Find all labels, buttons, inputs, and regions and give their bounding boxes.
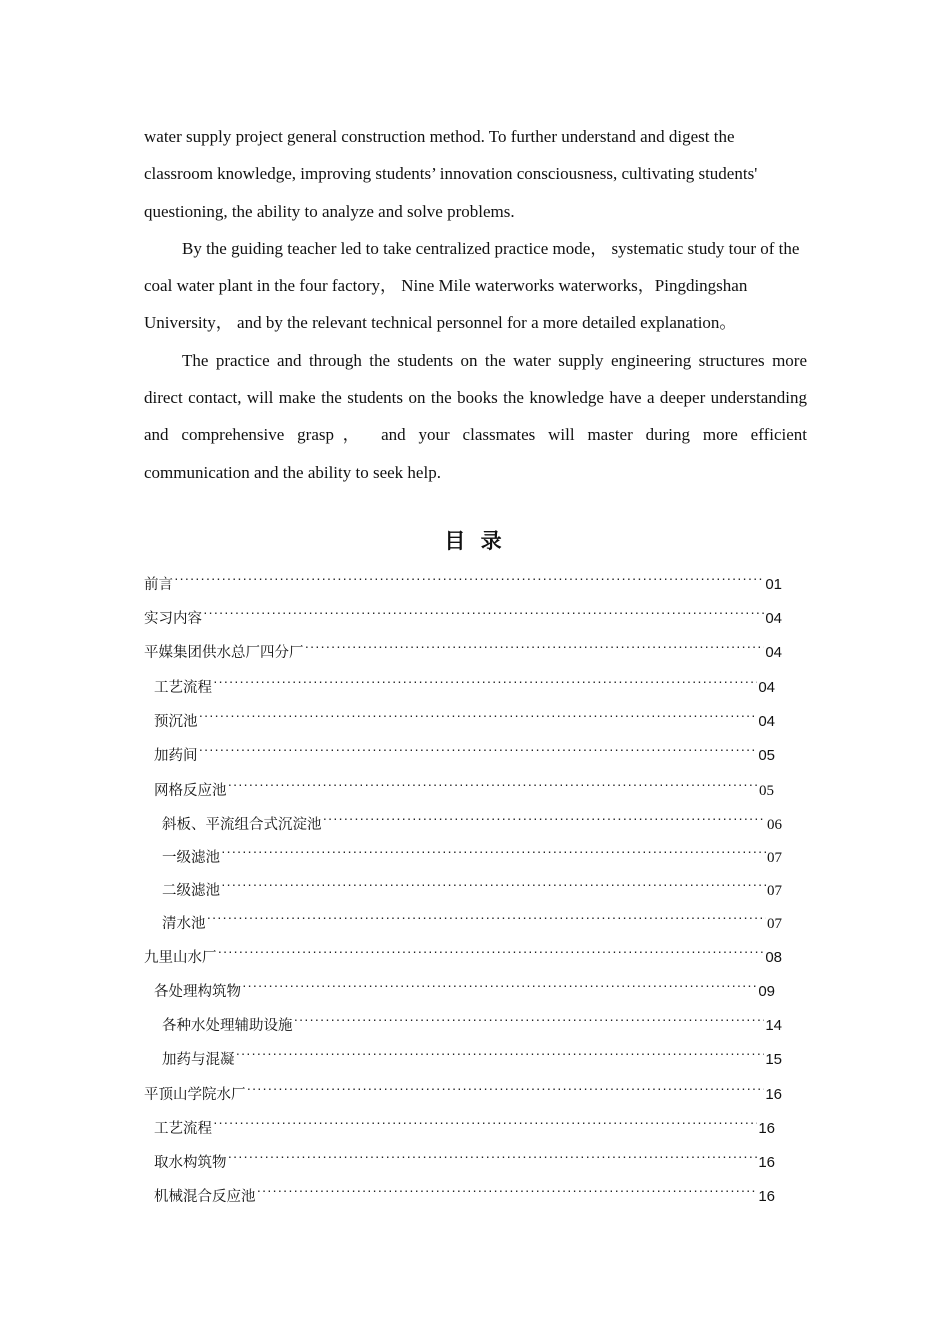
toc-leader-dots bbox=[203, 601, 764, 623]
toc-leader-dots bbox=[207, 906, 767, 928]
toc-leader-dots bbox=[221, 840, 766, 862]
toc-entry-page: 07 bbox=[767, 916, 782, 932]
toc-entry-label: 机械混合反应池 bbox=[154, 1189, 256, 1205]
toc-entry-label: 各处理构筑物 bbox=[154, 984, 241, 1000]
toc-entry-page: 16 bbox=[758, 1120, 775, 1137]
toc-leader-dots bbox=[228, 773, 759, 795]
toc-leader-dots bbox=[242, 974, 757, 996]
toc-entry-page: 16 bbox=[765, 1086, 782, 1103]
toc-entry-label: 平顶山学院水厂 bbox=[144, 1087, 246, 1103]
toc-leader-dots bbox=[213, 1111, 757, 1133]
toc-entry[interactable] bbox=[162, 906, 782, 932]
toc-entry-label: 工艺流程 bbox=[154, 1121, 212, 1137]
toc-entry-label: 预沉池 bbox=[154, 714, 198, 730]
toc-leader-dots bbox=[218, 940, 765, 962]
toc-entry[interactable] bbox=[162, 873, 782, 899]
toc-entry-label: 各种水处理辅助设施 bbox=[162, 1018, 293, 1034]
toc-entry-label: 网格反应池 bbox=[154, 783, 227, 799]
toc-entry[interactable] bbox=[144, 635, 782, 661]
toc-entry-label: 一级滤池 bbox=[162, 850, 220, 866]
toc-entry-page: 05 bbox=[758, 747, 775, 764]
toc-entry-label: 工艺流程 bbox=[154, 680, 212, 696]
toc-entry-page: 16 bbox=[758, 1154, 775, 1171]
toc-entry[interactable] bbox=[144, 601, 782, 627]
toc-entry-label: 清水池 bbox=[162, 916, 206, 932]
toc-entry-page: 07 bbox=[767, 883, 782, 899]
toc-leader-dots bbox=[199, 704, 758, 726]
paragraph-2: By the guiding teacher led to take centralized practice mode， systematic study tour of the coal water plant in the four factory， Nine Mile waterworks waterworks，Pingdingshan University， and by the relevant technical personnel for a more detailed explanation。 bbox=[144, 238, 800, 333]
toc-entry-page: 16 bbox=[758, 1188, 775, 1205]
toc-leader-dots bbox=[257, 1179, 758, 1201]
toc-entry-page: 08 bbox=[765, 949, 782, 966]
toc-entry-page: 06 bbox=[767, 817, 782, 833]
toc-entry-label: 加药与混凝 bbox=[162, 1052, 235, 1068]
toc-entry-label: 前言 bbox=[144, 577, 173, 593]
toc-entry[interactable] bbox=[154, 670, 775, 696]
toc-leader-dots bbox=[221, 873, 766, 895]
toc-leader-dots bbox=[305, 635, 765, 657]
toc-entry-page: 09 bbox=[758, 983, 775, 1000]
toc-leader-dots bbox=[323, 807, 767, 829]
toc-leader-dots bbox=[294, 1008, 765, 1030]
toc-entry-page: 04 bbox=[758, 713, 775, 730]
toc-entry-label: 九里山水厂 bbox=[144, 950, 217, 966]
toc-entry[interactable] bbox=[154, 1111, 775, 1137]
toc-entry[interactable] bbox=[144, 567, 782, 593]
toc-entry-label: 二级滤池 bbox=[162, 883, 220, 899]
toc-entry[interactable] bbox=[144, 940, 782, 966]
toc-entry-label: 加药间 bbox=[154, 748, 198, 764]
toc-entry[interactable] bbox=[162, 1008, 782, 1034]
toc-entry-page: 07 bbox=[767, 850, 782, 866]
toc-entry[interactable] bbox=[154, 704, 775, 730]
toc-entry-page: 15 bbox=[765, 1051, 782, 1068]
toc-entry[interactable] bbox=[162, 807, 782, 833]
toc-entry[interactable] bbox=[162, 1042, 782, 1068]
toc-entry[interactable] bbox=[154, 1179, 775, 1205]
toc-entry-page: 04 bbox=[765, 644, 782, 661]
toc-leader-dots bbox=[247, 1077, 765, 1099]
toc-entry-page: 04 bbox=[765, 610, 782, 627]
toc-leader-dots bbox=[228, 1145, 758, 1167]
toc-entry-page: 01 bbox=[765, 576, 782, 593]
toc-entry-label: 斜板、平流组合式沉淀池 bbox=[162, 817, 322, 833]
toc-leader-dots bbox=[236, 1042, 765, 1064]
paragraph-1: water supply project general construction method. To further understand and digest the classroom knowledge, improving students’ innovation consciousness, cultivating students' questioning, the ability to analyze and solve problems. bbox=[144, 127, 758, 221]
toc-entry[interactable] bbox=[154, 738, 775, 764]
toc-entry[interactable] bbox=[154, 974, 775, 1000]
toc-entry[interactable] bbox=[162, 840, 782, 866]
toc-entry-label: 实习内容 bbox=[144, 611, 202, 627]
toc-entry[interactable] bbox=[154, 773, 774, 799]
toc-entry-page: 14 bbox=[765, 1017, 782, 1034]
toc-leader-dots bbox=[213, 670, 757, 692]
toc-entry[interactable] bbox=[154, 1145, 775, 1171]
paragraph-3: The practice and through the students on the water supply engineering structures more direct contact, will make the students on the books the knowledge have a deeper understanding and comprehensive grasp， and your classmates will master during more efficient communication and the ability to seek help. bbox=[144, 350, 807, 482]
toc-entry-page: 05 bbox=[759, 783, 774, 799]
toc-entry-label: 取水构筑物 bbox=[154, 1155, 227, 1171]
toc-title: 目 录 bbox=[444, 529, 506, 553]
toc-entry-page: 04 bbox=[758, 679, 775, 696]
toc-entry[interactable] bbox=[144, 1077, 782, 1103]
toc-entry-label: 平媒集团供水总厂四分厂 bbox=[144, 645, 304, 661]
body-text bbox=[144, 118, 807, 491]
toc-leader-dots bbox=[199, 738, 758, 760]
toc-leader-dots bbox=[174, 567, 764, 589]
